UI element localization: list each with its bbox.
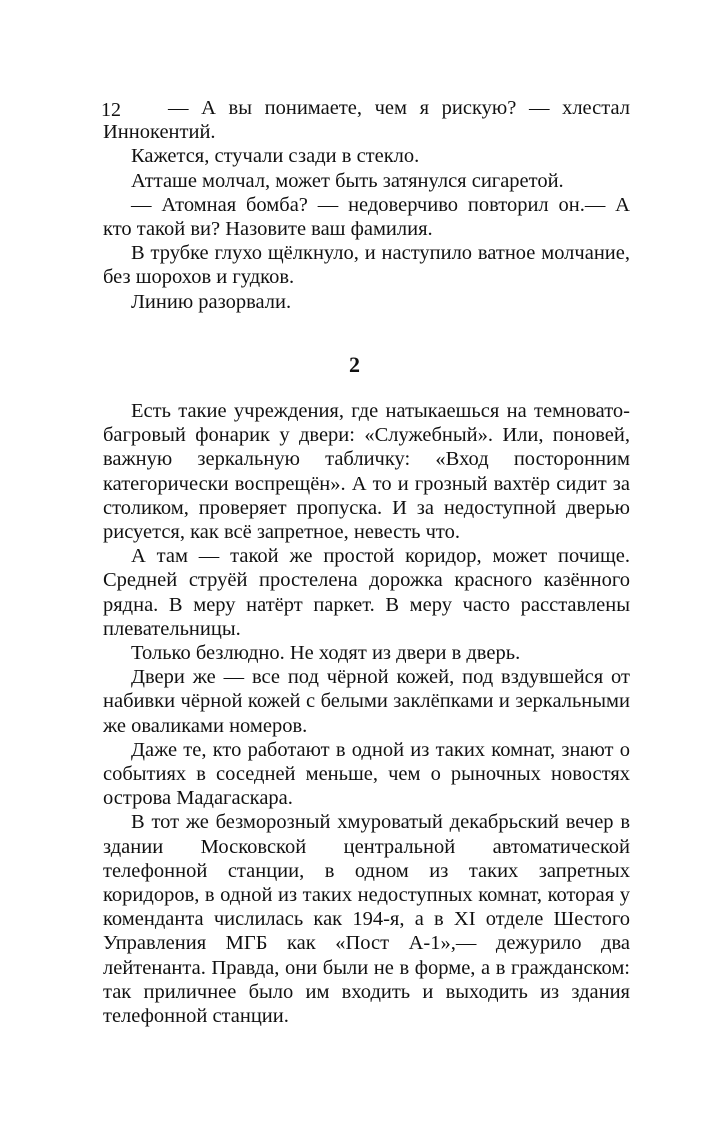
paragraph: — Атомная бомба? — недоверчиво повторил он.— А кто такой ви? Назовите ваш фамилия. [103,193,630,241]
page-number: 12 [101,99,121,121]
paragraph: Линию разорвали. [131,290,292,313]
paragraph: В трубке глухо щёлкнуло, и наступило ватное молчание, без шорохов и гудков. [103,242,630,289]
paragraph: Атташе молчал, может быть затянулся сигаретой. [131,169,564,192]
paragraph: Есть такие учреждения, где натыкаешься на темновато-багровый фонарик у двери: «Служебный». Или, поновей, важную зеркальную табличку: «Вход посторонним категорически воспрещён». А то и грозный вахтёр сидит за столиком, проверяет пропуска. И за недоступной дверью рисуется, как всё запретное, невесть что. [103,400,630,544]
paragraph: — А вы понимаете, чем я рискую? — хлестал Иннокентий. [103,97,630,144]
paragraph: Только безлюдно. Не ходят из двери в дверь. [131,642,521,665]
chapter-number: 2 [349,352,360,377]
paragraph: Даже те, кто работают в одной из таких комнат, знают о событиях в соседней меньше, чем о рыночных новостях острова Мадагаскара. [103,738,630,810]
chapter-text-block [103,399,630,1028]
paragraph: Кажется, стучали сзади в стекло. [131,145,420,168]
top-text-block [103,96,630,314]
paragraph: Двери же — все под чёрной кожей, под вздувшейся от набивки чёрной кожей с белыми заклёпками и зеркальными же оваликами номеров. [103,666,630,737]
paragraph: В тот же безморозный хмуроватый декабрьский вечер в здании Московской центральной автоматической телефонной станции, в одном из таких запретных коридоров, в одной из таких недоступных комнат, которая у коменданта числилась как 194-я, а в XI отделе Шестого Управления МГБ как «Пост А-1»,— дежурило два лейтенанта. Правда, они были не в форме, а в гражданском: так приличнее было им входить и выходить из здания телефонной станции. [103,811,630,1028]
paragraph: А там — такой же простой коридор, может почище. Средней струёй простелена дорожка красного казённого рядна. В меру натёрт паркет. В меру часто расставлены плевательницы. [103,545,630,640]
